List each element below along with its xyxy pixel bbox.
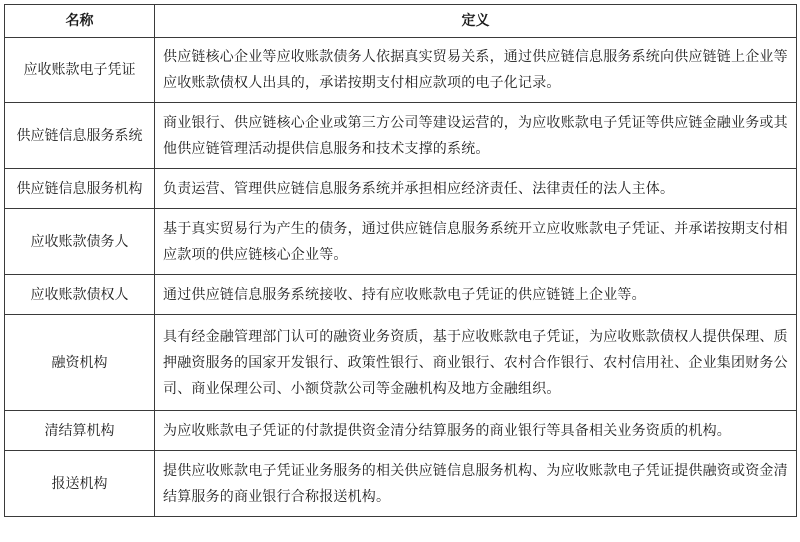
table-row — [5, 38, 797, 103]
header-name: 名称 — [5, 5, 155, 38]
term-definition: 为应收账款电子凭证的付款提供资金清分结算服务的商业银行等具备相关业务资质的机构。 — [155, 411, 797, 451]
table-row — [5, 411, 797, 451]
term-definition: 基于真实贸易行为产生的债务，通过供应链信息服务系统开立应收账款电子凭证、并承诺按期支付相应款项的供应链核心企业等。 — [155, 209, 797, 275]
term-name: 供应链信息服务机构 — [5, 169, 155, 209]
term-definition: 提供应收账款电子凭证业务服务的相关供应链信息服务机构、为应收账款电子凭证提供融资或资金清结算服务的商业银行合称报送机构。 — [155, 451, 797, 517]
table-row — [5, 169, 797, 209]
term-name: 报送机构 — [5, 451, 155, 517]
table-row — [5, 103, 797, 169]
term-definition: 通过供应链信息服务系统接收、持有应收账款电子凭证的供应链链上企业等。 — [155, 275, 797, 315]
term-name: 融资机构 — [5, 315, 155, 411]
table-row — [5, 315, 797, 411]
term-name: 应收账款电子凭证 — [5, 38, 155, 103]
table-header-row — [5, 5, 797, 38]
header-definition: 定义 — [155, 5, 797, 38]
definitions-table — [4, 4, 797, 517]
term-name: 清结算机构 — [5, 411, 155, 451]
term-definition: 供应链核心企业等应收账款债务人依据真实贸易关系，通过供应链信息服务系统向供应链链上企业等应收账款债权人出具的，承诺按期支付相应款项的电子化记录。 — [155, 38, 797, 103]
term-definition: 负责运营、管理供应链信息服务系统并承担相应经济责任、法律责任的法人主体。 — [155, 169, 797, 209]
term-name: 应收账款债务人 — [5, 209, 155, 275]
term-name: 供应链信息服务系统 — [5, 103, 155, 169]
table-row — [5, 451, 797, 517]
table-row — [5, 209, 797, 275]
term-definition: 商业银行、供应链核心企业或第三方公司等建设运营的，为应收账款电子凭证等供应链金融业务或其他供应链管理活动提供信息服务和技术支撑的系统。 — [155, 103, 797, 169]
term-name: 应收账款债权人 — [5, 275, 155, 315]
table-row — [5, 275, 797, 315]
term-definition: 具有经金融管理部门认可的融资业务资质，基于应收账款电子凭证，为应收账款债权人提供保理、质押融资服务的国家开发银行、政策性银行、商业银行、农村合作银行、农村信用社、企业集团财务公司、商业保理公司、小额贷款公司等金融机构及地方金融组织。 — [155, 315, 797, 411]
